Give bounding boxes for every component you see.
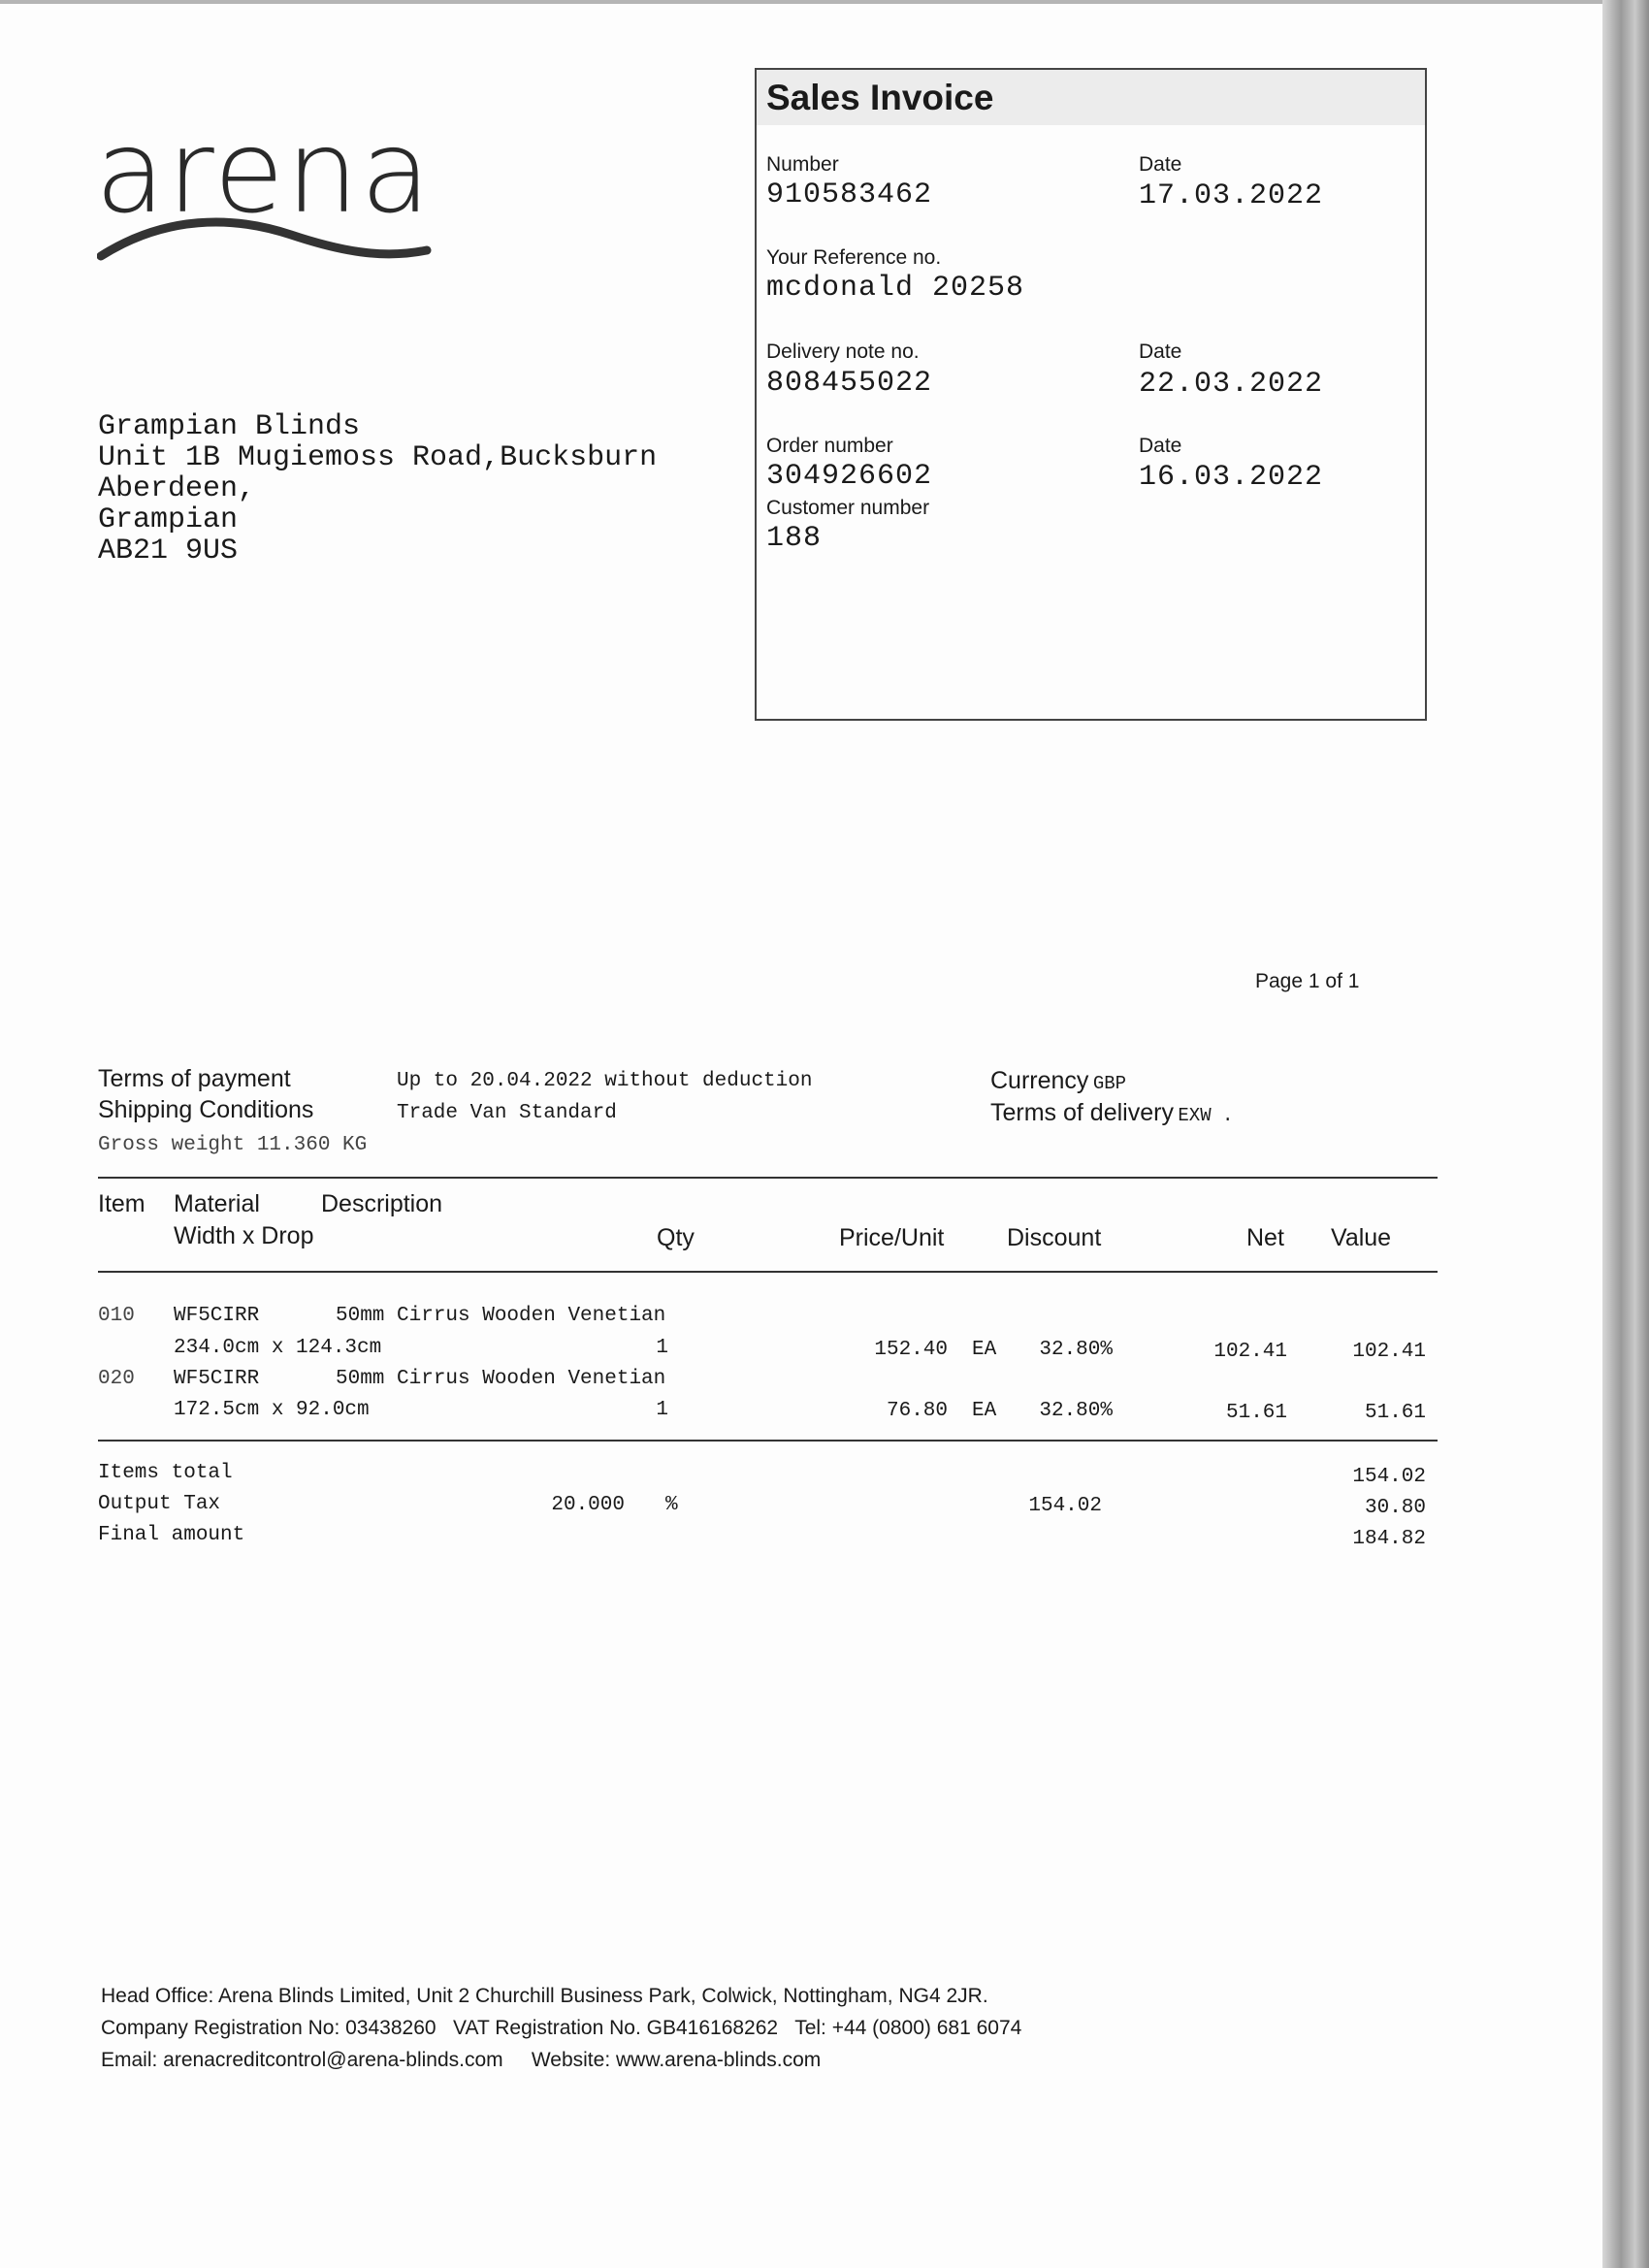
- scan-edge: [0, 0, 1602, 4]
- divider: [98, 1440, 1438, 1442]
- currency-value: GBP: [1092, 1073, 1127, 1094]
- customer-value: 188: [766, 522, 823, 555]
- tax-base: 154.02: [1028, 1495, 1102, 1517]
- customer-address: [98, 411, 657, 567]
- row-discount: 32.80%: [1039, 1400, 1113, 1422]
- order-value: 304926602: [766, 460, 933, 493]
- col-qty: Qty: [657, 1224, 695, 1251]
- divider: [98, 1177, 1438, 1179]
- invoice-number: 910583462: [766, 178, 933, 211]
- scan-edge-strip: [1602, 0, 1649, 2268]
- col-size: Width x Drop: [174, 1222, 314, 1249]
- date-label: Date: [1139, 153, 1182, 176]
- shipping-value: Trade Van Standard: [397, 1102, 617, 1124]
- invoice-header-box: [755, 68, 1427, 721]
- col-material: Material: [174, 1190, 260, 1217]
- row-discount: 32.80%: [1039, 1339, 1113, 1361]
- row-qty: 1: [656, 1399, 668, 1421]
- page-number: Page 1 of 1: [1255, 970, 1360, 992]
- delivery-note-label: Delivery note no.: [766, 340, 920, 363]
- row-description: 50mm Cirrus Wooden Venetian: [336, 1368, 666, 1390]
- order-label: Order number: [766, 435, 893, 457]
- invoice-title: Sales Invoice: [766, 78, 994, 117]
- footer-registration: Company Registration No: 03438260 VAT Registration No. GB416168262 Tel: +44 (0800) 681 6074: [101, 2017, 1022, 2039]
- logo-wave-icon: [97, 211, 432, 264]
- row-value: 102.41: [1352, 1341, 1426, 1363]
- col-price: Price/Unit: [839, 1224, 945, 1251]
- row-size: 234.0cm x 124.3cm: [174, 1337, 382, 1359]
- payment-terms-value: Up to 20.04.2022 without deduction: [397, 1070, 813, 1092]
- row-material: WF5CIRR: [174, 1305, 260, 1327]
- delivery-date-value: 22.03.2022: [1139, 368, 1324, 401]
- gross-weight: Gross weight 11.360 KG: [98, 1134, 368, 1156]
- final-amount-value: 184.82: [1352, 1528, 1426, 1550]
- row-qty: 1: [656, 1337, 668, 1359]
- footer-contact: Email: arenacreditcontrol@arena-blinds.com Website: www.arena-blinds.com: [101, 2049, 822, 2071]
- delivery-note-value: 808455022: [766, 367, 933, 400]
- invoice-date: 17.03.2022: [1139, 179, 1324, 212]
- col-net: Net: [1246, 1224, 1284, 1251]
- row-price: 152.40: [874, 1339, 948, 1361]
- tax-value: 30.80: [1364, 1497, 1426, 1519]
- payment-terms-label: Terms of payment: [98, 1065, 291, 1092]
- items-total-label: Items total: [98, 1462, 233, 1484]
- delivery-terms-value: EXW .: [1178, 1105, 1234, 1126]
- address-line: Aberdeen,: [98, 472, 256, 505]
- reference-label: Your Reference no.: [766, 246, 942, 269]
- final-amount-label: Final amount: [98, 1524, 245, 1546]
- reference-value: mcdonald 20258: [766, 272, 1025, 305]
- col-item: Item: [98, 1190, 146, 1217]
- currency-label: Currency: [990, 1067, 1089, 1094]
- row-item: 010: [98, 1305, 135, 1327]
- row-description: 50mm Cirrus Wooden Venetian: [336, 1305, 666, 1327]
- row-unit: EA: [972, 1400, 997, 1422]
- row-price: 76.80: [886, 1400, 948, 1422]
- divider: [98, 1271, 1438, 1273]
- address-line: Grampian: [98, 503, 239, 536]
- address-line: Unit 1B Mugiemoss Road,Bucksburn: [98, 441, 658, 474]
- footer-head-office: Head Office: Arena Blinds Limited, Unit 2 Churchill Business Park, Colwick, Nottingham, NG4 2JR.: [101, 1985, 988, 2007]
- row-net: 102.41: [1213, 1341, 1287, 1363]
- address-line: Grampian Blinds: [98, 410, 361, 443]
- customer-label: Customer number: [766, 497, 930, 519]
- row-unit: EA: [972, 1339, 997, 1361]
- row-net: 51.61: [1225, 1402, 1287, 1424]
- delivery-terms-label: Terms of delivery: [990, 1099, 1174, 1126]
- col-value: Value: [1331, 1224, 1392, 1251]
- items-total-value: 154.02: [1352, 1466, 1426, 1488]
- row-material: WF5CIRR: [174, 1368, 260, 1390]
- currency: [990, 1067, 1126, 1095]
- delivery-date-label: Date: [1139, 340, 1182, 363]
- number-label: Number: [766, 153, 839, 176]
- tax-percent-sign: %: [665, 1494, 678, 1516]
- row-item: 020: [98, 1368, 135, 1390]
- row-size: 172.5cm x 92.0cm: [174, 1399, 370, 1421]
- output-tax-label: Output Tax: [98, 1493, 221, 1515]
- col-description: Description: [321, 1190, 443, 1217]
- tax-rate: 20.000: [551, 1494, 625, 1516]
- address-line: AB21 9US: [98, 535, 239, 567]
- shipping-label: Shipping Conditions: [98, 1096, 314, 1123]
- delivery-terms: [990, 1099, 1233, 1127]
- logo-text: arena: [95, 105, 433, 239]
- order-date-label: Date: [1139, 435, 1182, 457]
- row-value: 51.61: [1364, 1402, 1426, 1424]
- col-discount: Discount: [1007, 1224, 1102, 1251]
- order-date-value: 16.03.2022: [1139, 461, 1324, 494]
